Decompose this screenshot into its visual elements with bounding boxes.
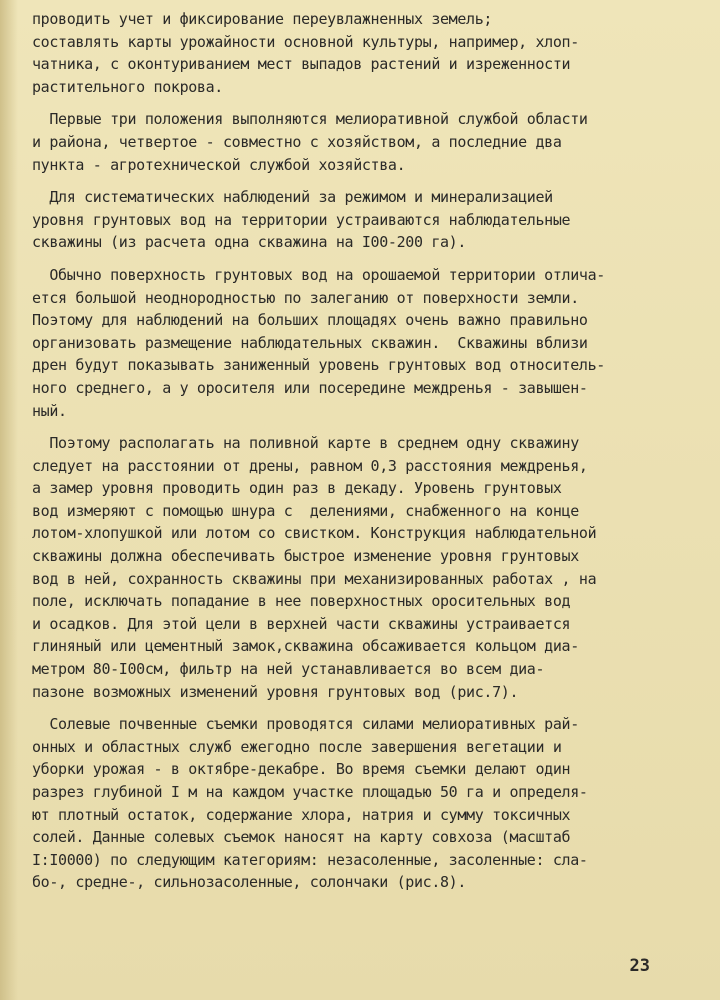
paragraph-1 xyxy=(32,8,692,31)
text-line: ют плотный остаток, содержание хлора, натрия и сумму токсичных xyxy=(32,805,571,824)
text-line: а замер уровня проводить один раз в декаду. Уровень грунтовых xyxy=(32,479,562,498)
text-line: составлять карты урожайности основной культуры, например, хлоп- xyxy=(32,32,579,51)
text-line: Первые три положения выполняются мелиоративной службой области xyxy=(32,110,588,129)
text-line: и осадков. Для этой цели в верхней части скважины устраивается xyxy=(32,614,571,633)
text-line: Обычно поверхность грунтовых вод на орошаемой территории отлича- xyxy=(32,265,605,284)
paragraph-2 xyxy=(32,31,692,99)
text-line: уровня грунтовых вод на территории устраиваются наблюдательные xyxy=(32,210,571,229)
text-line: вод измеряют с помощью шнура с делениями, снабженного на конце xyxy=(32,501,579,520)
text-line: солей. Данные солевых съемок наносят на карту совхоза (масштаб xyxy=(32,828,571,847)
text-line: вод в ней, сохранность скважины при механизированных работах , на xyxy=(32,569,597,588)
text-line: глиняный или цементный замок,скважина обсаживается кольцом диа- xyxy=(32,637,579,656)
text-line: чатника, с оконтуриванием мест выпадов растений и изреженности xyxy=(32,55,571,74)
text-line: ный. xyxy=(32,401,67,420)
paragraph-6 xyxy=(32,432,692,703)
text-line: проводить учет и фиксирование переувлажненных земель; xyxy=(32,10,493,28)
text-line: Для систематических наблюдений за режимом и минерализацией xyxy=(32,188,553,207)
text-line: скважины должна обеспечивать быстрое изменение уровня грунтовых xyxy=(32,547,579,566)
paragraph-4 xyxy=(32,186,692,254)
text-line: дрен будут показывать заниженный уровень грунтовых вод относитель- xyxy=(32,356,605,375)
text-line: пазоне возможных изменений уровня грунтовых вод (рис.7). xyxy=(32,682,519,701)
text-line: организовать размещение наблюдательных скважин. Скважины вблизи xyxy=(32,333,588,352)
paragraph-7 xyxy=(32,713,692,894)
paragraph-3 xyxy=(32,108,692,176)
text-line: лотом-хлопушкой или лотом со свистком. Конструкция наблюдательной xyxy=(32,524,597,543)
text-line: разрез глубиной I м на каждом участке площадью 50 га и определя- xyxy=(32,783,588,801)
text-line: уборки урожая - в октябре-декабре. Во время съемки делают один xyxy=(32,760,571,779)
text-line: скважины (из расчета одна скважина на I00-200 га). xyxy=(32,233,467,252)
text-line: ется большой неоднородностью по залеганию от поверхности земли. xyxy=(32,288,579,307)
text-line: I:I0000) по следующим категориям: незасоленные, засоленные: сла- xyxy=(32,850,588,869)
text-line: пункта - агротехнической службой хозяйства. xyxy=(32,155,406,174)
text-line: Поэтому для наблюдений на больших площадях очень важно правильно xyxy=(32,311,588,330)
page-number: 23 xyxy=(629,956,650,976)
text-line: Солевые почвенные съемки проводятся силами мелиоративных рай- xyxy=(32,715,579,734)
page-body-text xyxy=(32,8,692,904)
paragraph-5 xyxy=(32,264,692,422)
text-line: Поэтому располагать на поливной карте в среднем одну скважину xyxy=(32,434,579,453)
text-line: и района, четвертое - совместно с хозяйством, а последние два xyxy=(32,132,562,151)
text-line: растительного покрова. xyxy=(32,77,223,96)
text-line: поле, исключать попадание в нее поверхностных оросительных вод xyxy=(32,592,571,611)
text-line: бо-, средне-, сильнозасоленные, солончаки (рис.8). xyxy=(32,873,467,892)
text-line: ного среднего, а у оросителя или посередине междренья - завышен- xyxy=(32,378,588,397)
text-line: метром 80-I00см, фильтр на ней устанавливается во всем диа- xyxy=(32,660,545,679)
text-line: онных и областных служб ежегодно после завершения вегетации и xyxy=(32,737,562,756)
text-line: следует на расстоянии от дрены, равном 0,3 расстояния междренья, xyxy=(32,456,588,475)
